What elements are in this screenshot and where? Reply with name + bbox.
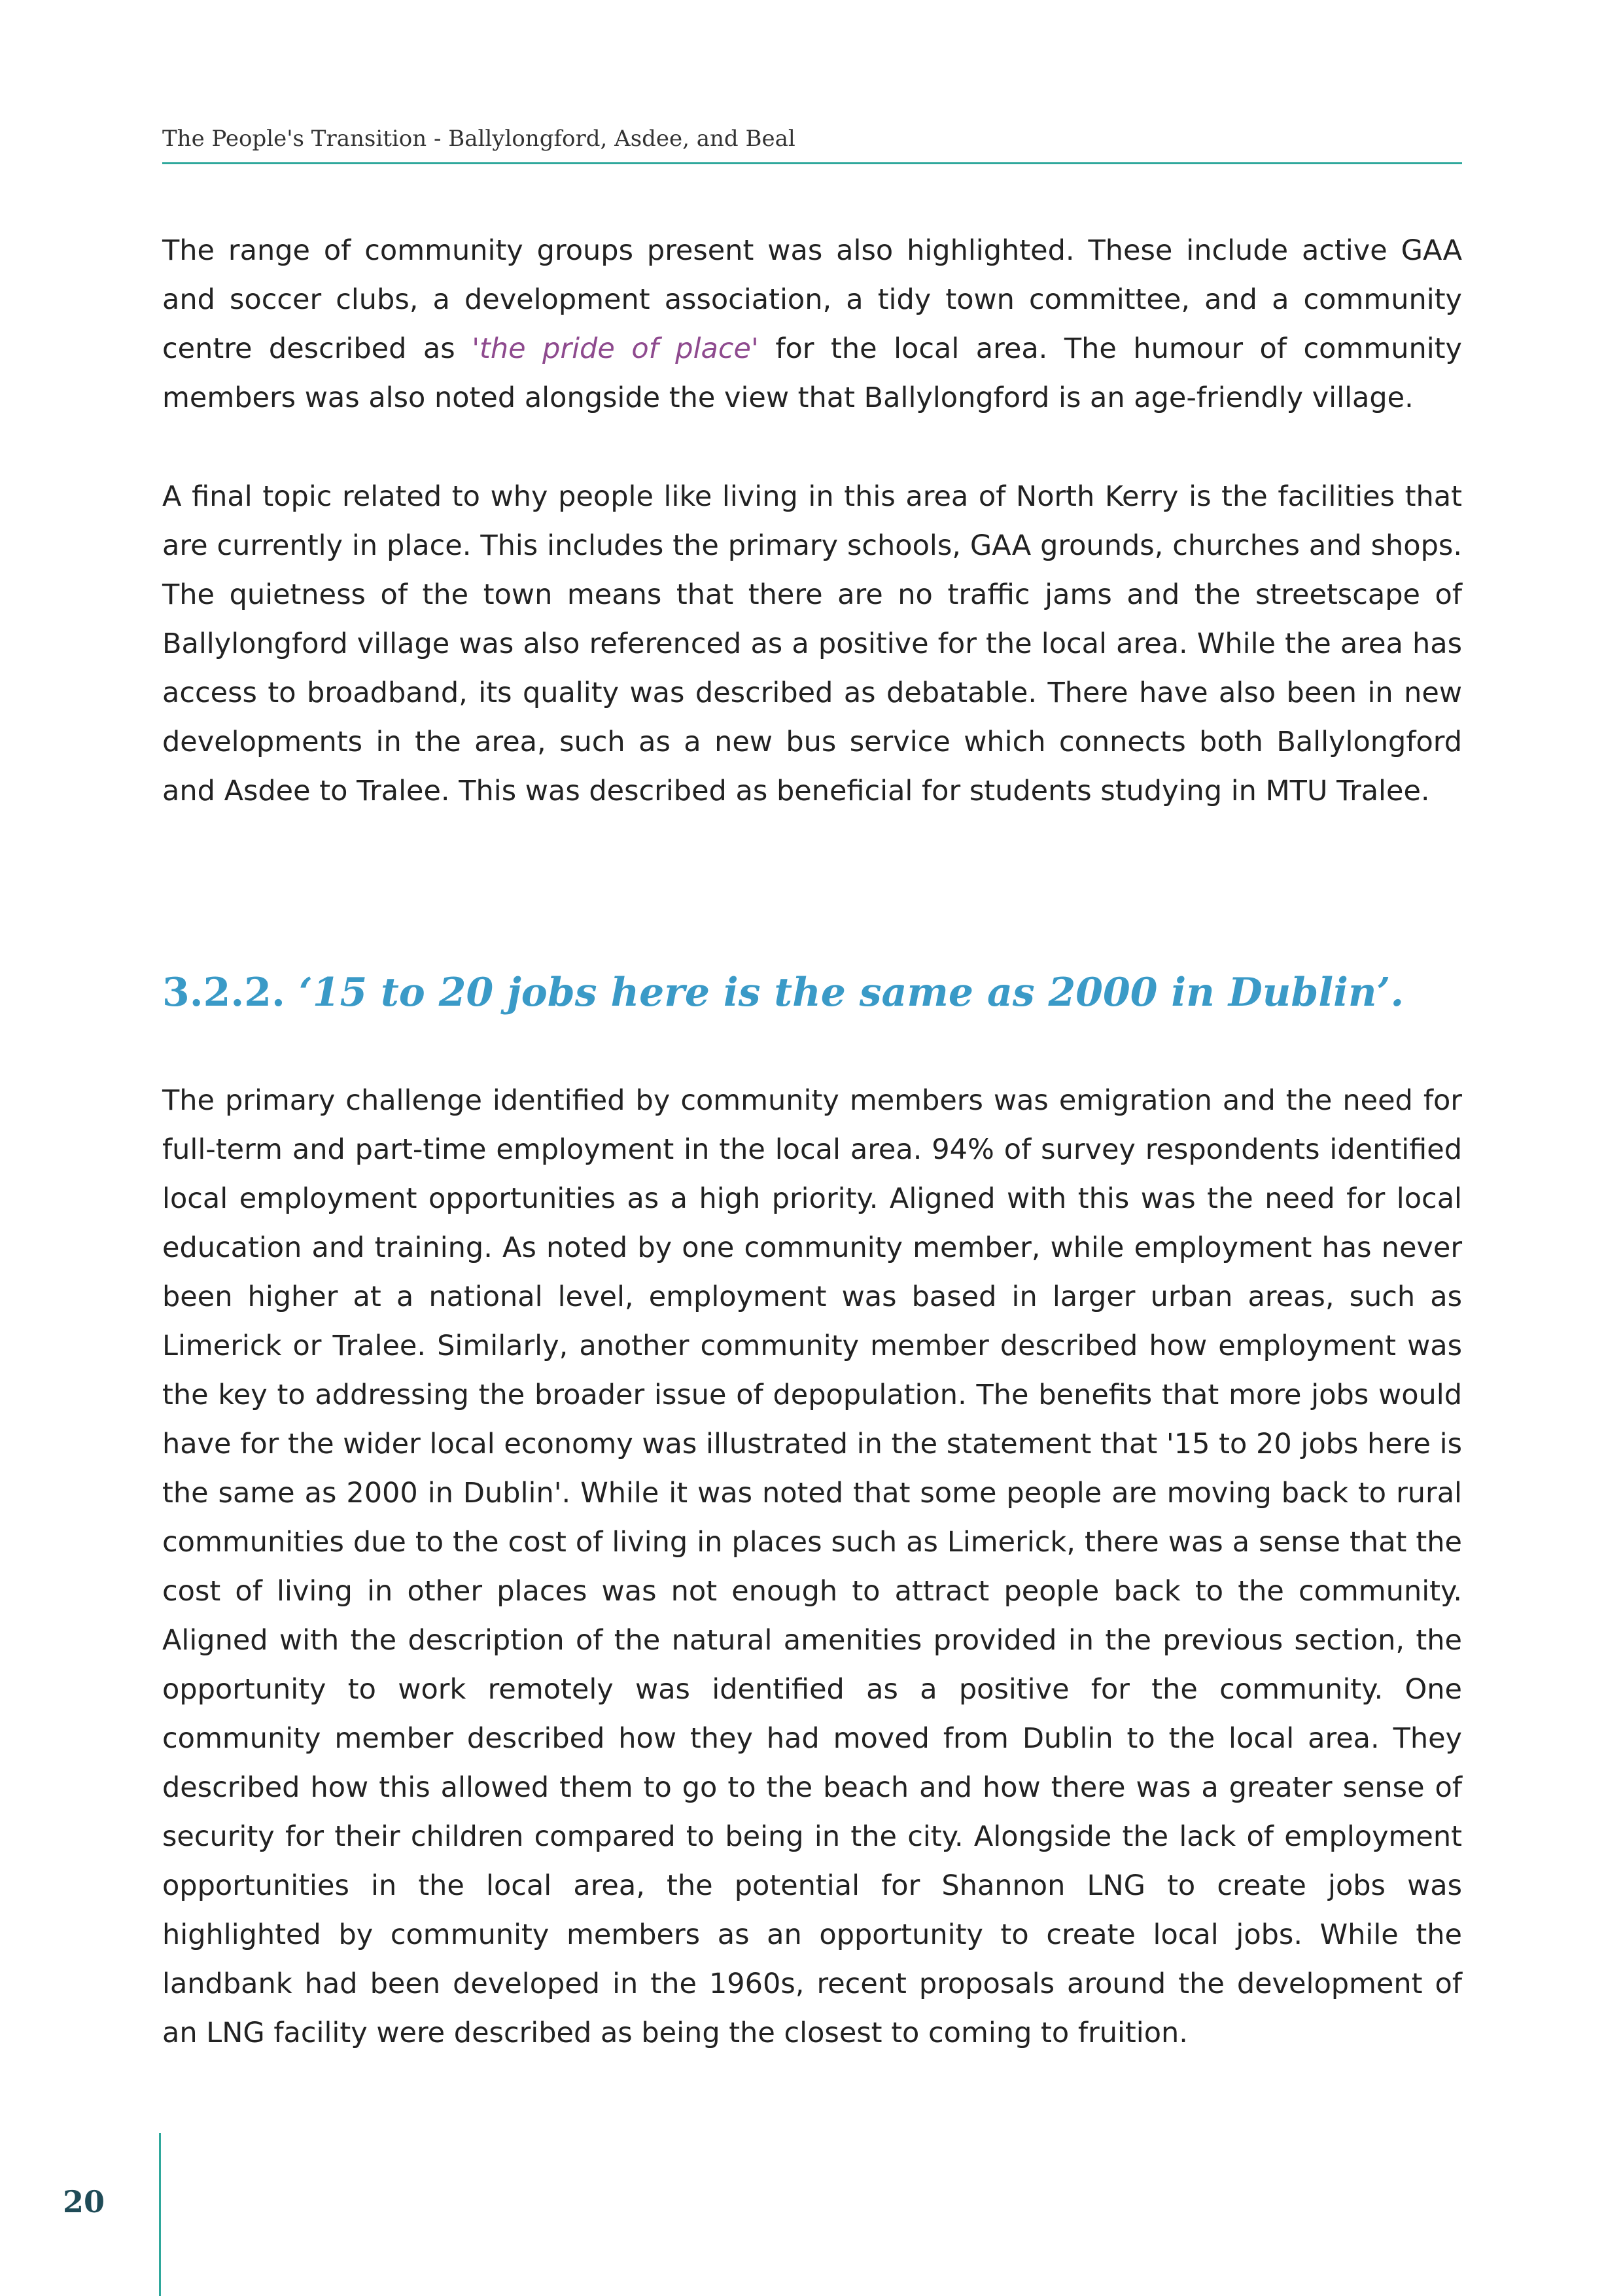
section-title: ‘15 to 20 jobs here is the same as 2000 in Dublin’. [298,970,1405,1016]
section-number: 3.2.2. [162,970,285,1016]
footer-rule [159,2133,161,2296]
paragraph-employment: The primary challenge identified by community members was emigration and the need for full-term and part-time employment in the local area. 94% of survey respondents identified local employment opportunities as a high priority. Aligned with this was the need for local education and training. As noted by one community member, while employment has never been higher at a national level, employment was based in larger urban areas, such as Limerick or Tralee. Similarly, another community member described how employment was the key to addressing the broader issue of depopulation. The benefits that more jobs would have for the wider local economy was illustrated in the statement that '15 to 20 jobs here is the same as 2000 in Dublin'. While it was noted that some people are moving back to rural communities due to the cost of living in places such as Limerick, there was a sense that the cost of living in other places was not enough to attract people back to the community. Aligned with the description of the natural amenities provided in the previous section, the opportunity to work remotely was identified as a positive for the community. One community member described how they had moved from Dublin to the local area. They described how this allowed them to go to the beach and how there was a greater sense of security for their children compared to being in the city. Alongside the lack of employment opportunities in the local area, the potential for Shannon LNG to create jobs was highlighted by community members as an opportunity to create local jobs. While the landbank had been developed in the 1960s, recent proposals around the development of an LNG facility were described as being the closest to coming to fruition. [162,1084,1462,2049]
running-header [162,123,1462,164]
section-heading [162,963,1462,1022]
running-title: The People's Transition - Ballylongford, Asdee, and Beal [162,126,795,152]
paragraph-facilities: A final topic related to why people like living in this area of North Kerry is the facilities that are currently in place. This includes the primary schools, GAA grounds, churches and shops. The quietness of the town means that there are no traffic jams and the streetscape of Ballylongford village was also referenced as a positive for the local area. While the area has access to broadband, its quality was described as debatable. There have also been in new developments in the area, such as a new bus service which connects both Ballylongford and Asdee to Tralee. This was described as beneficial for students studying in MTU Tralee. [162,480,1462,807]
paragraph-text: The range of community groups present was also highlighted. These include active GAA and soccer clubs, a development association, a tidy town committee, and a community centre described as [162,234,1462,365]
paragraph-text: for the local area. The humour of community members was also noted alongside the view that Ballylongford is an age-friendly village. [162,332,1462,414]
inline-quote: 'the pride of place' [472,332,759,365]
page-number: 20 [63,2184,105,2219]
paragraph-community-groups [162,226,1462,423]
